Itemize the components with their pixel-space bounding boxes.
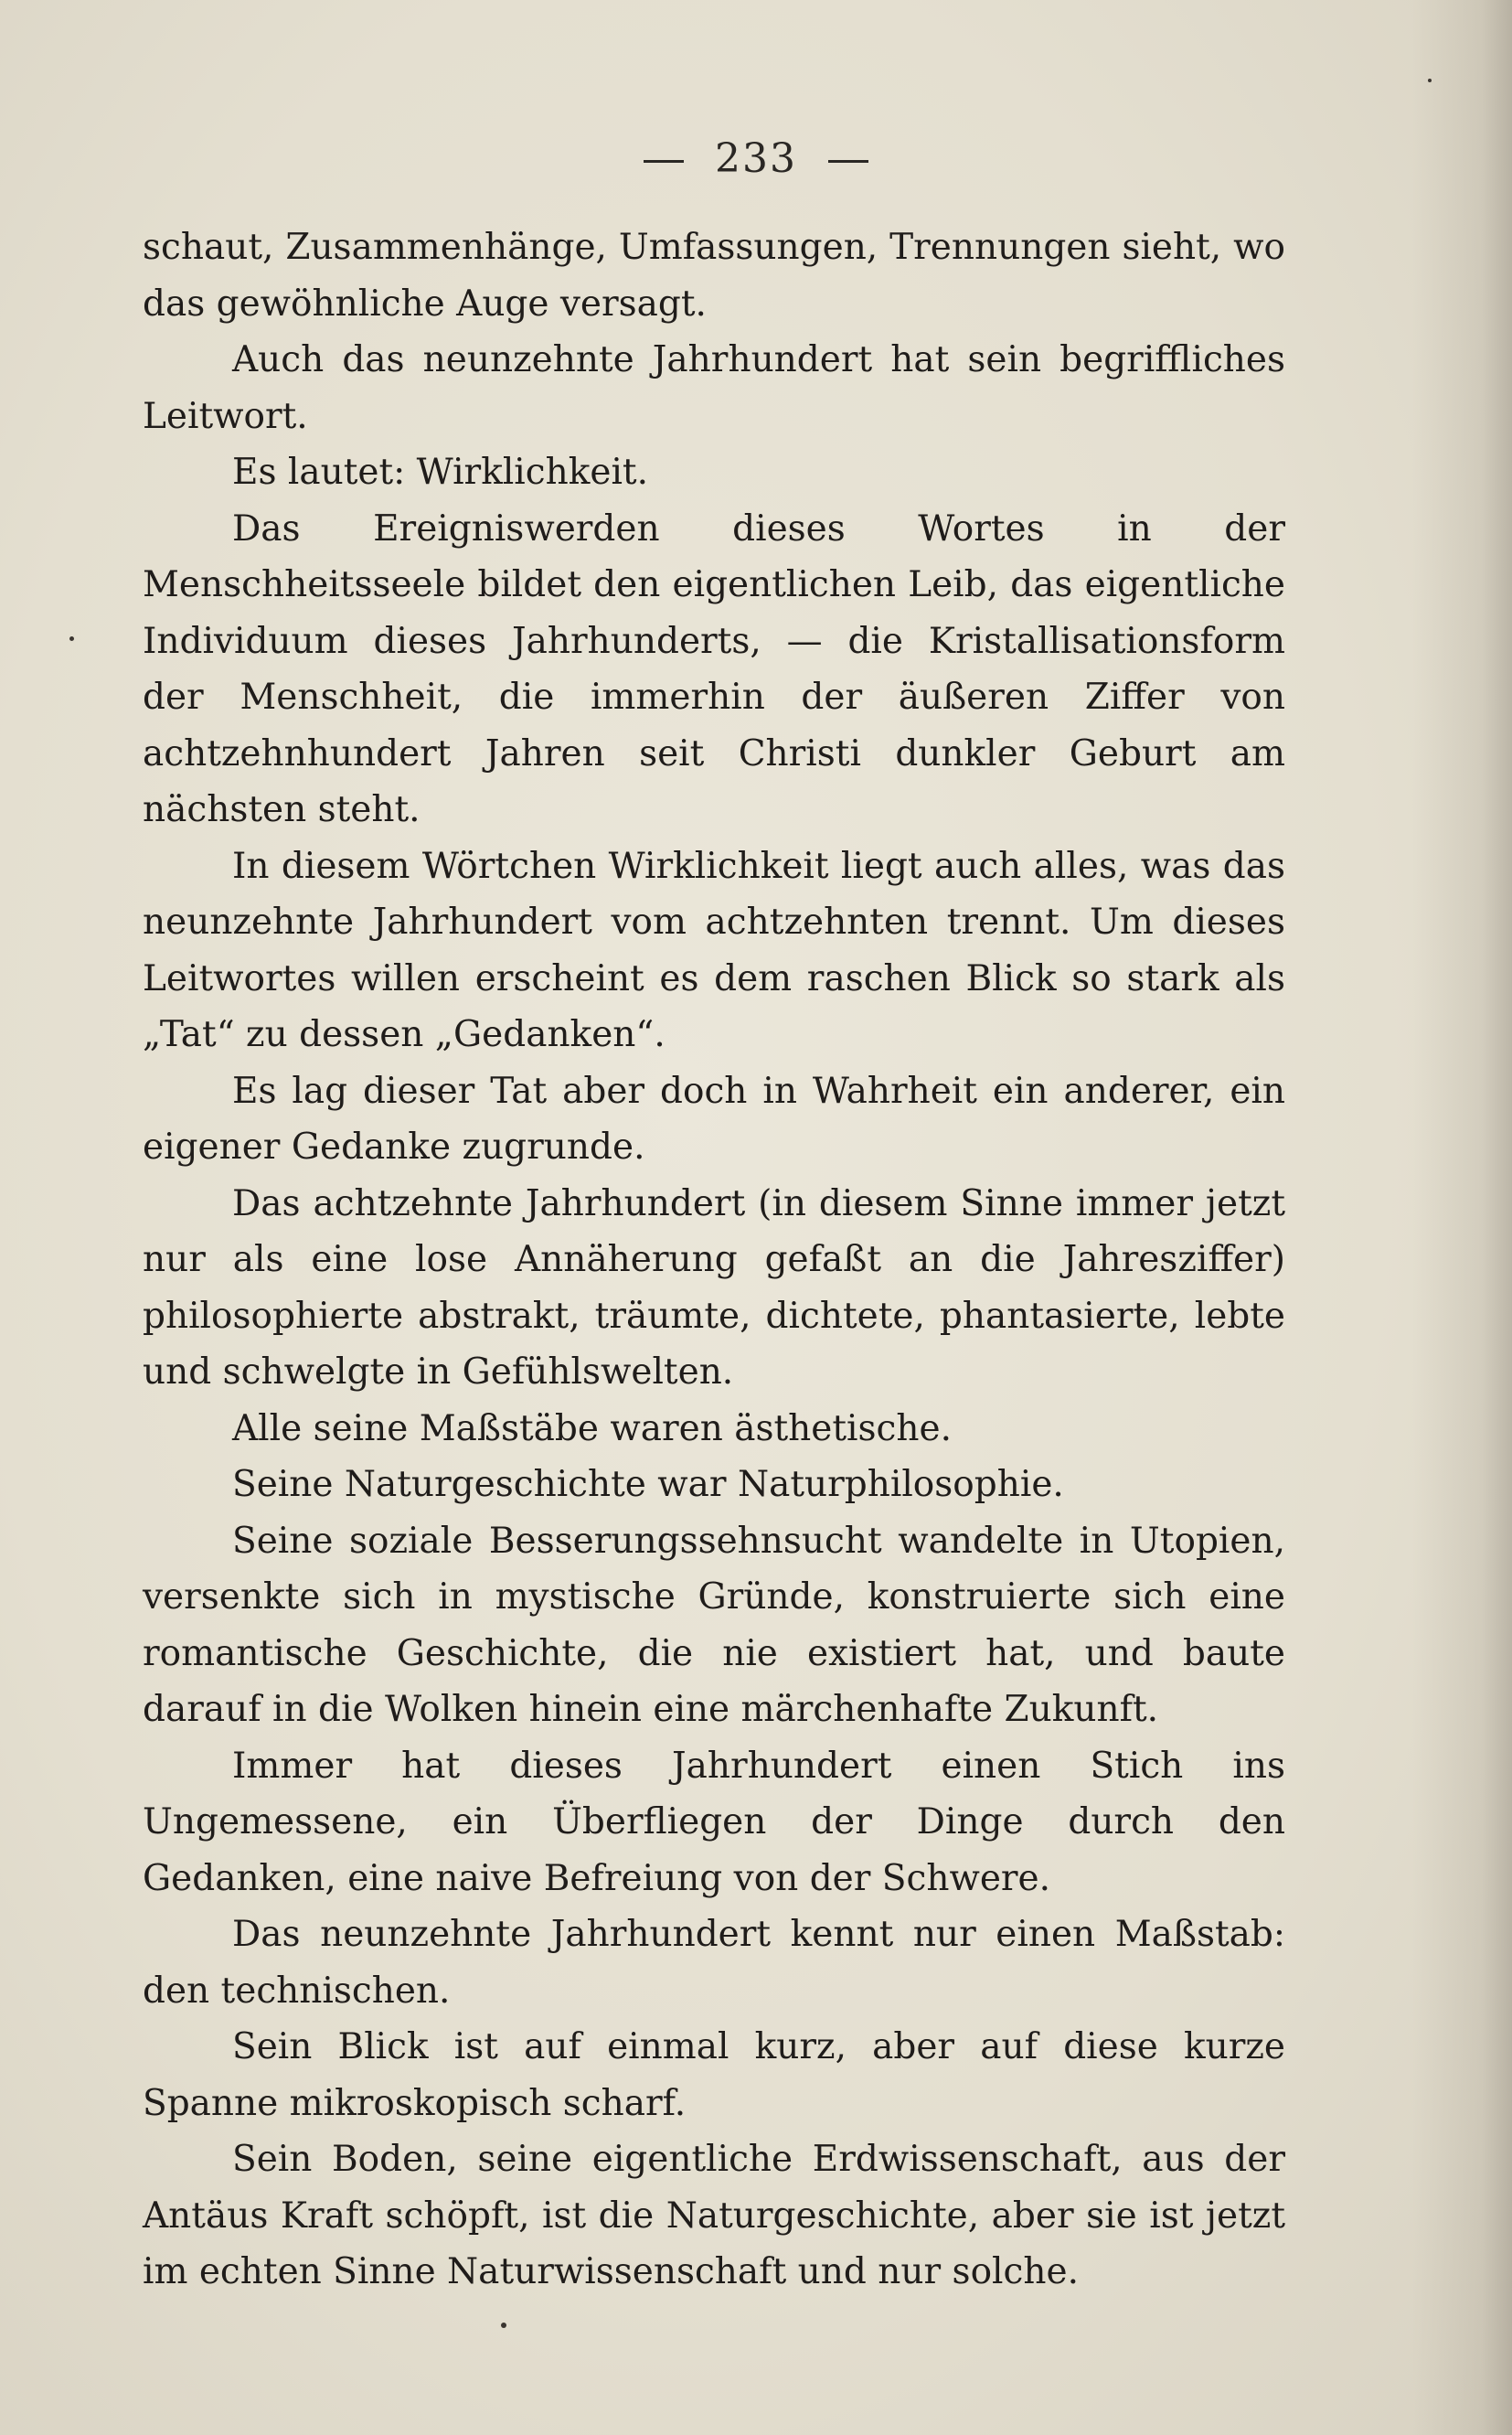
paragraph: Seine soziale Besserungssehnsucht wandelte in Utopien, versenkte sich in mystische Gründe, konstruierte sich eine romantische Geschichte, die nie existiert hat, und baute darauf in die Wolken hinein eine märchenhafte Zukunft. (143, 1520, 1285, 1730)
paragraph: Es lag dieser Tat aber doch in Wahrheit ein anderer, ein eigener Gedanke zugrunde. (143, 1070, 1285, 1168)
right-dash (828, 160, 868, 163)
paragraph: Das neunzehnte Jahrhundert kennt nur einen Maßstab: den technischen. (143, 1914, 1285, 2012)
paragraph: Sein Blick ist auf einmal kurz, aber auf diese kurze Spanne mikroskopisch scharf. (143, 2026, 1285, 2124)
paper-speck (69, 636, 74, 641)
paragraph: Das achtzehnte Jahrhundert (in diesem Sinne immer jetzt nur als eine lose Annäherung gefaßt an die Jahresziffer) philosophierte abstrakt, träumte, dichtete, phantasierte, lebte und schwelgte in Gefühlswelten. (143, 1182, 1285, 1393)
paragraph: Sein Boden, seine eigentliche Erdwissenschaft, aus der Antäus Kraft schöpft, ist die Naturgeschichte, aber sie ist jetzt im echten Sinne Naturwissenschaft und nur solche. (143, 2139, 1285, 2292)
page-edge-shadow (1411, 0, 1512, 2435)
page-number-header (0, 135, 1512, 182)
paragraph: Es lautet: Wirklichkeit. (232, 452, 648, 493)
paragraph: Das Ereigniswerden dieses Wortes in der Menschheitsseele bildet den eigentlichen Leib, das eigentliche Individuum dieses Jahrhunderts, — die Kristallisationsform der Menschheit, die immerhin der äußeren Ziffer von achtzehnhundert Jahren seit Christi dunkler Geburt am nächsten steht. (143, 507, 1285, 830)
paragraph: In diesem Wörtchen Wirklichkeit liegt auch alles, was das neunzehnte Jahrhundert vom achtzehnten trennt. Um dieses Leitwortes willen erscheint es dem raschen Blick so stark als „Tat“ zu dessen „Gedanken“. (143, 845, 1285, 1055)
paragraph: Seine Naturgeschichte war Naturphilosophie. (232, 1464, 1064, 1505)
paragraph: Alle seine Maßstäbe waren ästhetische. (232, 1407, 952, 1449)
page-number: 233 (715, 135, 797, 182)
paper-speck (501, 2323, 506, 2328)
paragraph: schaut, Zusammenhänge, Umfassungen, Trennungen sieht, wo das gewöhnliche Auge versagt. (143, 227, 1285, 325)
left-dash (644, 160, 684, 163)
paragraph: Auch das neunzehnte Jahrhundert hat sein begriffliches Leitwort. (143, 339, 1285, 437)
paper-speck (1428, 79, 1432, 82)
paragraph: Immer hat dieses Jahrhundert einen Stich ins Ungemessene, ein Überfliegen der Dinge durch den Gedanken, eine naive Befreiung von der Schwere. (143, 1745, 1285, 1899)
body-text (143, 219, 1285, 2301)
